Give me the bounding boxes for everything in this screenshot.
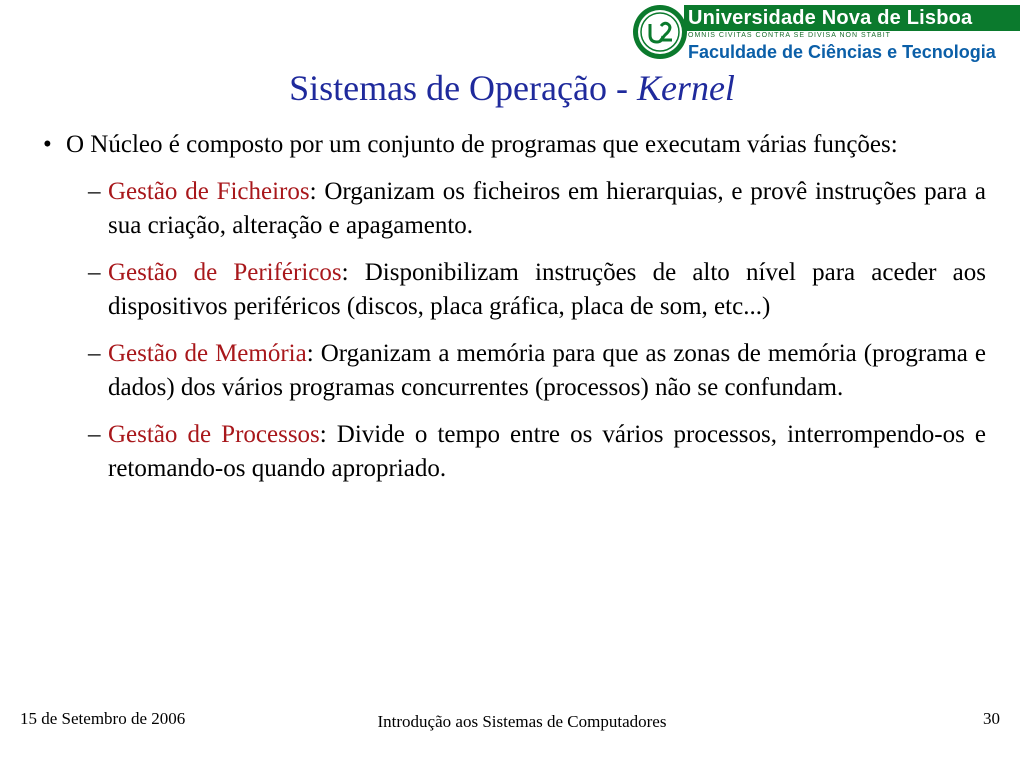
subitem-file-management	[88, 175, 986, 243]
university-seal-icon	[632, 4, 688, 60]
footer-date: 15 de Setembro de 2006	[20, 709, 186, 728]
subitem-dash: –	[88, 178, 101, 205]
slide-content	[40, 128, 986, 486]
main-bullet-text: O Núcleo é composto por um conjunto de programas que executam várias funções:	[66, 131, 898, 158]
footer-course-title: Introdução aos Sistemas de Computadores	[377, 712, 667, 731]
subitem-dash: –	[88, 259, 101, 286]
subitem-term: Gestão de Memória	[108, 340, 307, 367]
subitem-dash: –	[88, 340, 101, 367]
university-motto: OMNIS CIVITAS CONTRA SE DIVISA NON STABIT	[688, 32, 891, 39]
main-bullet	[40, 128, 986, 162]
slide-title-emphasis: Kernel	[636, 68, 735, 108]
slide-title-main: Sistemas de Operação -	[289, 68, 637, 108]
bullet-marker: •	[43, 131, 52, 158]
subitem-peripheral-management	[88, 256, 986, 324]
subitem-description: : Organizam a memória para que as zonas de memória (programa e dados) dos vários programas concurrentes (processos) não se confundam.	[108, 340, 987, 401]
subitem-dash: –	[88, 421, 101, 448]
subitem-process-management	[88, 418, 986, 486]
subitem-term: Gestão de Periféricos	[108, 259, 342, 286]
subitem-term: Gestão de Ficheiros	[108, 178, 310, 205]
subitem-description: : Disponibilizam instruções de alto nível para aceder aos dispositivos periféricos (discos, placa gráfica, placa de som, etc...)	[108, 259, 986, 320]
university-name: Universidade Nova de Lisboa	[684, 5, 1020, 31]
faculty-name: Faculdade de Ciências e Tecnologia	[688, 42, 996, 62]
subitem-term: Gestão de Processos	[108, 421, 320, 448]
page-number: 30	[983, 709, 1000, 728]
subitem-description: : Divide o tempo entre os vários processos, interrompendo-os e retomando-os quando apropriado.	[108, 421, 986, 482]
subitem-description: : Organizam os ficheiros em hierarquias, e provê instruções para a sua criação, alteração e apagamento.	[108, 178, 986, 239]
subitem-memory-management	[88, 337, 987, 405]
slide-title	[0, 66, 1024, 110]
university-logo	[630, 2, 1020, 64]
